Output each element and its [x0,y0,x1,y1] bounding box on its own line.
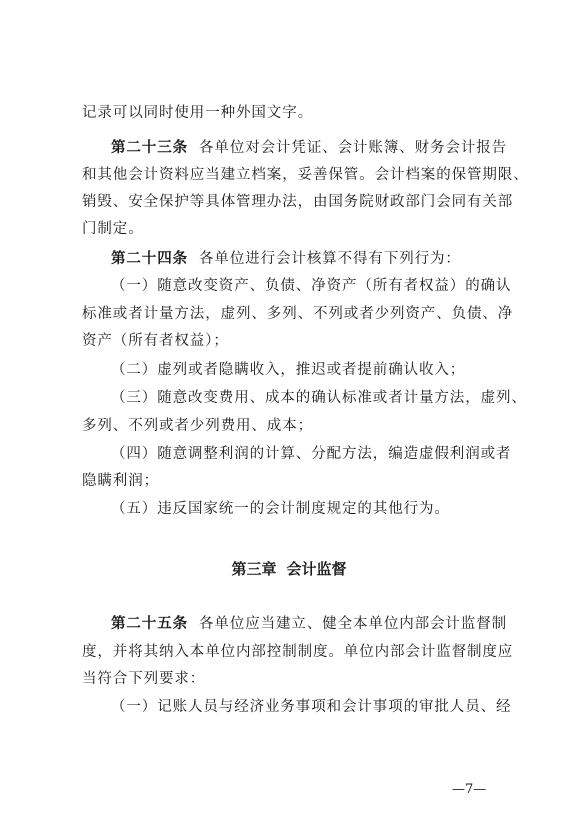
text-line: 销毁、安全保护等具体管理办法，由国务院财政部门会同有关部 [82,194,514,210]
text-line: （一）记账人员与经济业务事项和会计事项的审批人员、经 [111,699,512,715]
text-line: 资产（所有者权益）； [82,333,229,349]
article-24-paragraph [111,249,461,269]
text-line: （二）虚列或者隐瞒收入，推迟或者提前确认收入； [111,362,466,378]
text-line: 标准或者计量方法，虚列、多列、不列或者少列资产、负债、净 [82,306,514,322]
article-24-heading: 第二十四条 [111,251,188,267]
chapter-title: 会计监督 [286,560,347,578]
text-line: （三）随意改变费用、成本的确认标准或者计量方法，虚列、 [111,390,527,406]
article-25-paragraph [111,614,507,634]
text-line: （四）随意调整利润的计算、分配方法，编造虚假利润或者 [111,446,512,462]
text-line: 各单位进行会计核算不得有下列行为： [199,251,461,267]
chapter-number: 第三章 [231,560,277,578]
text-line: （一）随意改变资产、负债、净资产（所有者权益）的确认 [111,278,512,294]
page-number: —7— [452,782,487,797]
article-23-paragraph [111,138,507,158]
article-23-heading: 第二十三条 [111,140,188,156]
text-line: 当符合下列要求： [82,671,206,687]
text-line: 多列、不列或者少列费用、成本； [82,418,313,434]
text-line: 门制定。 [82,221,144,237]
text-line: 记录可以同时使用一种外国文字。 [82,105,313,121]
text-line: 度，并将其纳入本单位内部控制制度。单位内部会计监督制度应 [82,644,514,660]
text-line: 各单位对会计凭证、会计账簿、财务会计报告 [199,140,508,156]
text-line: （五）违反国家统一的会计制度规定的其他行为。 [111,501,450,517]
text-line: 各单位应当建立、健全本单位内部会计监督制 [199,616,508,632]
text-line: 和其他会计资料应当建立档案，妥善保管。会计档案的保管期限、 [82,167,529,183]
chapter-heading [0,559,578,579]
article-25-heading: 第二十五条 [111,616,188,632]
text-line: 隐瞒利润； [82,473,159,489]
